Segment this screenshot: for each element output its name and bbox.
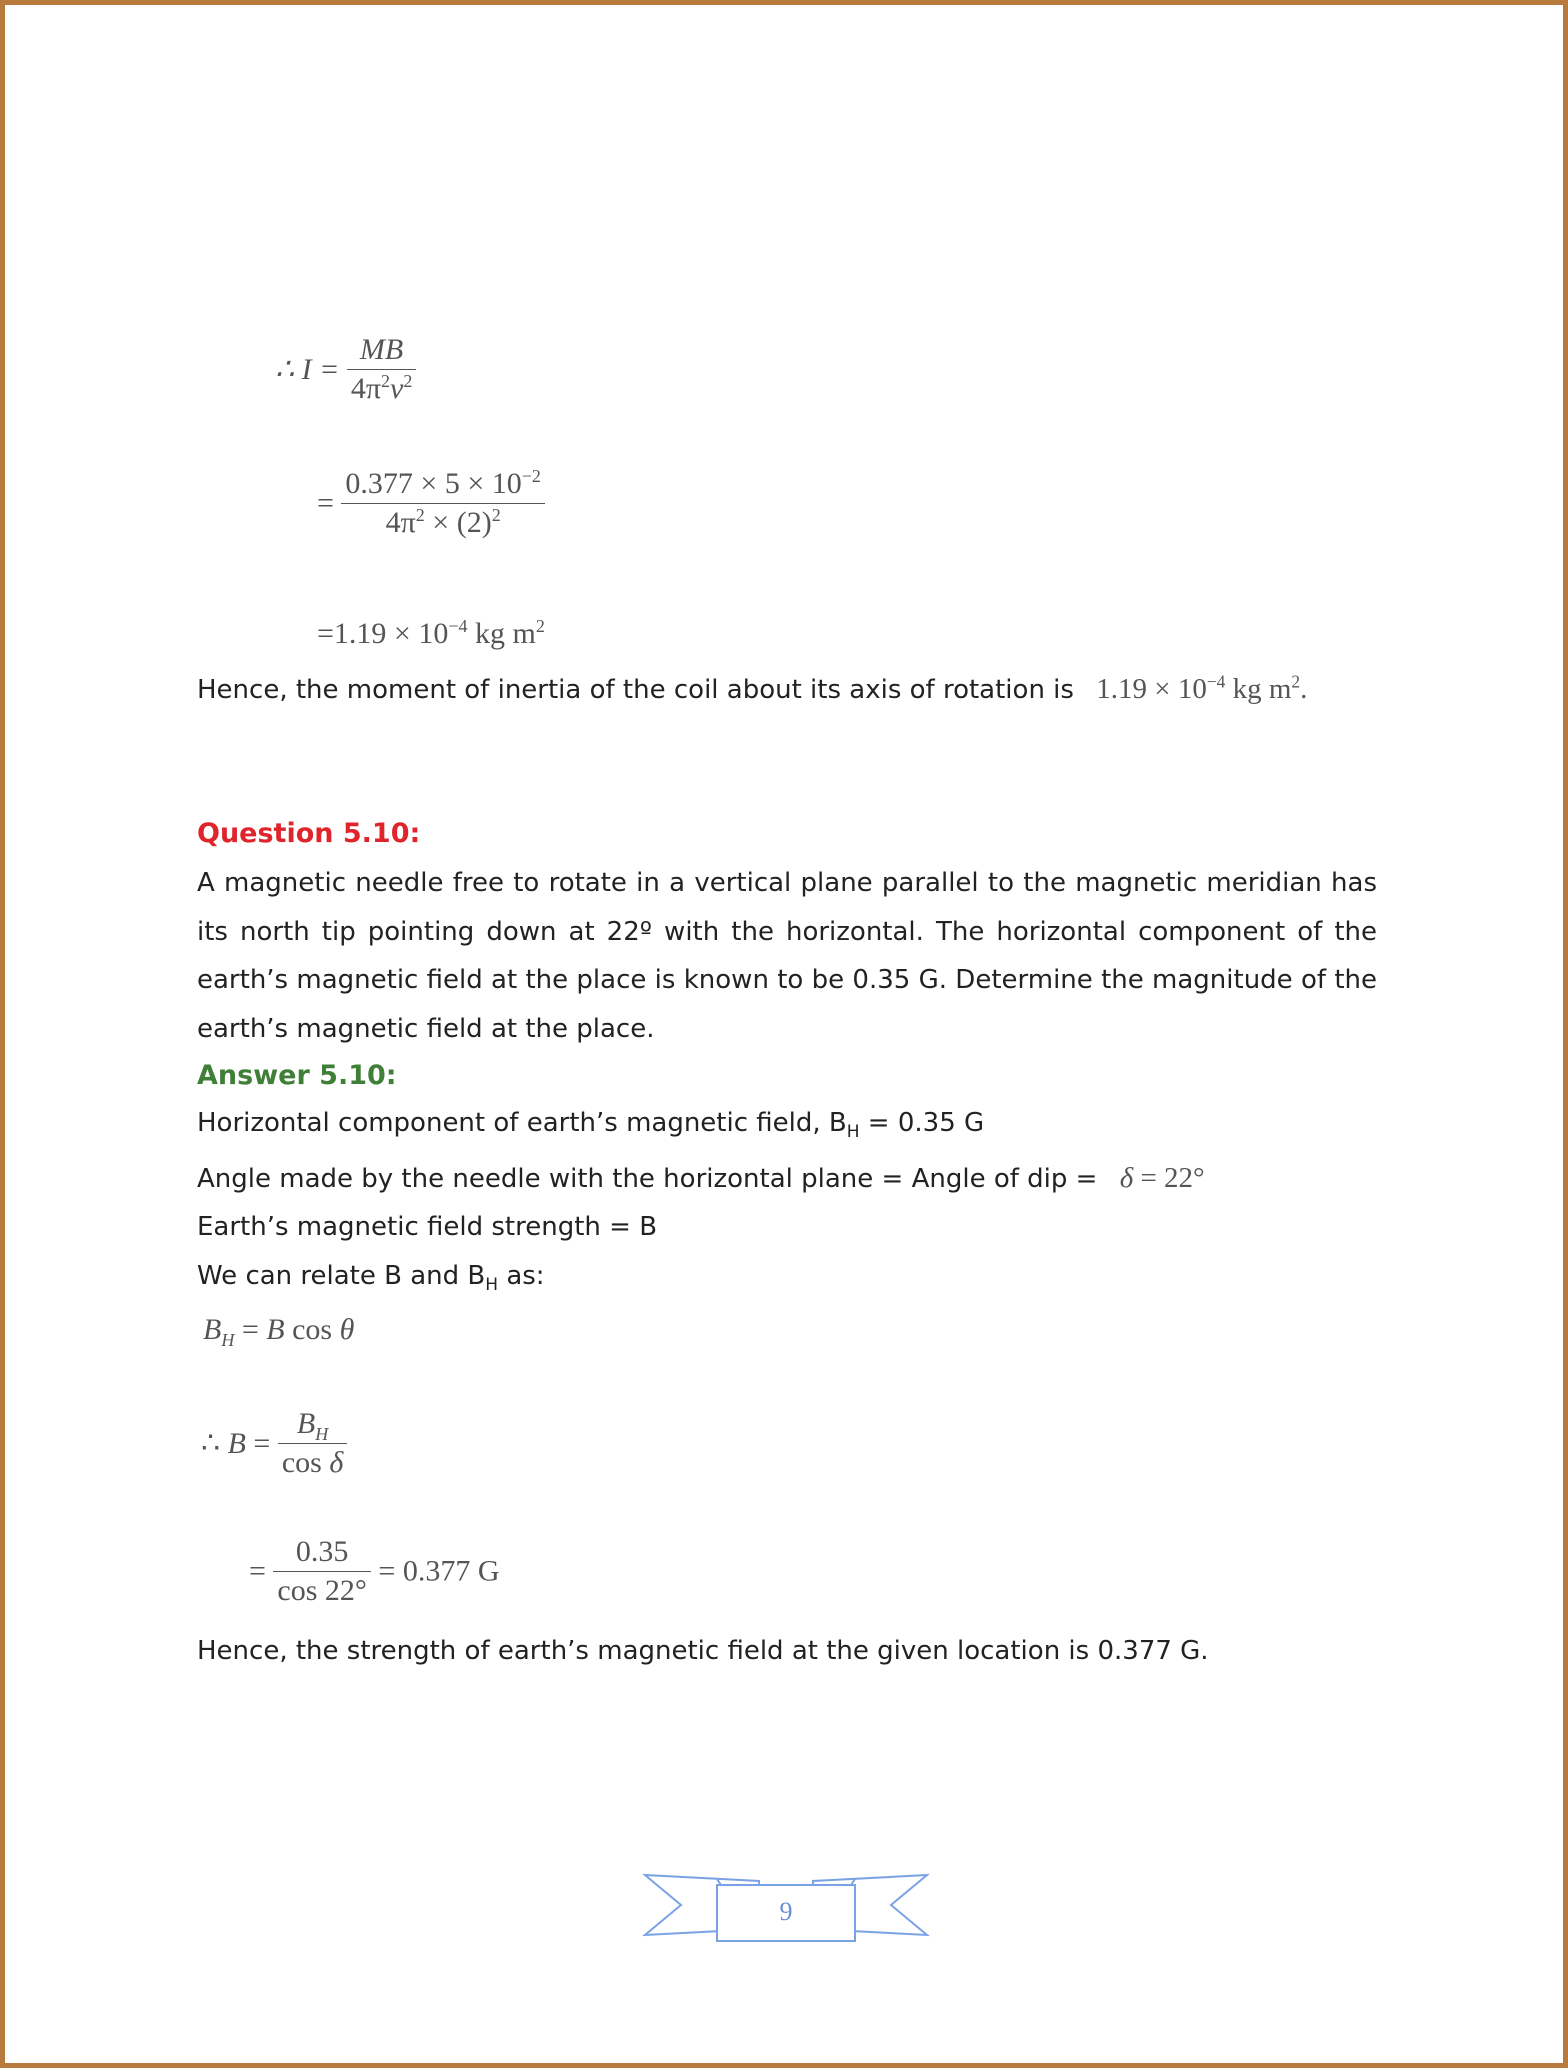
equation-b-value <box>249 1535 500 1608</box>
page-number: 9 <box>779 1897 793 1926</box>
equation-result: $=1.19 \times 10^{-4}$ kg $m^2$ <box>317 616 545 650</box>
equation-prefix: = <box>317 486 334 520</box>
fraction <box>278 1407 347 1480</box>
fraction <box>341 467 545 540</box>
equation-result: = 0.377 G <box>378 1554 500 1588</box>
equation-b <box>201 1407 347 1480</box>
subscript: H <box>485 1275 499 1296</box>
subscript: H <box>846 1122 860 1143</box>
numerator: MB <box>347 333 416 370</box>
equation-bh: $B_H = B$ cos θ <box>203 1313 355 1350</box>
numerator: 0.35 <box>273 1535 371 1572</box>
line-tail: as: <box>498 1261 545 1291</box>
conclusion-value: $1.19 \times 10^{-4}$ kg $m^2$. <box>1096 671 1308 705</box>
denominator: cos δ <box>281 1446 344 1479</box>
equation-substitution <box>317 467 545 540</box>
equation-inertia-formula <box>275 333 416 406</box>
line-text: Horizontal component of earth’s magnetic field, B <box>197 1108 847 1138</box>
denominator: $4\pi^2 \times (2)^2$ <box>385 505 501 539</box>
answer-line-horizontal-component <box>197 1108 985 1143</box>
numerator: $0.377 \times 5 \times 10^{-2}$ <box>341 467 545 504</box>
question-body: A magnetic needle free to rotate in a vertical plane parallel to the magnetic meridian has its north tip pointing down at 22º with the horizontal. The horizontal component of the earth’s magnetic field at the place is known to be 0.35 G. Determine the magnitude of the earth’s magnetic field at the place. <box>197 868 1377 1044</box>
answer-heading: Answer 5.10: <box>197 1060 397 1091</box>
page-number-banner <box>641 1867 931 1947</box>
dip-value: δ = 22° <box>1119 1162 1205 1194</box>
question-heading: Question 5.10: <box>197 818 421 849</box>
conclusion-text: Hence, the moment of inertia of the coil about its axis of rotation is <box>197 675 1074 705</box>
answer-line-angle-of-dip <box>197 1162 1205 1195</box>
equation-prefix: ∴ B = <box>201 1427 271 1460</box>
line-text: Angle made by the needle with the horizontal plane = Angle of dip = <box>197 1164 1098 1194</box>
conclusion-inertia <box>197 673 1307 706</box>
equation-prefix: = <box>249 1554 266 1588</box>
answer-line-relation <box>197 1261 545 1296</box>
fraction <box>273 1535 371 1608</box>
line-text: We can relate B and B <box>197 1261 486 1291</box>
equation-prefix: ∴ I = <box>275 353 340 386</box>
denominator: $4\pi^2v^2$ <box>350 371 413 405</box>
denominator: cos 22° <box>277 1574 367 1607</box>
numerator: $B_H$ <box>278 1407 347 1444</box>
fraction <box>347 333 416 406</box>
line-tail: = 0.35 G <box>859 1108 985 1138</box>
conclusion-field: Hence, the strength of earth’s magnetic field at the given location is 0.377 G. <box>197 1636 1209 1666</box>
answer-line-field-strength: Earth’s magnetic field strength = B <box>197 1212 658 1242</box>
